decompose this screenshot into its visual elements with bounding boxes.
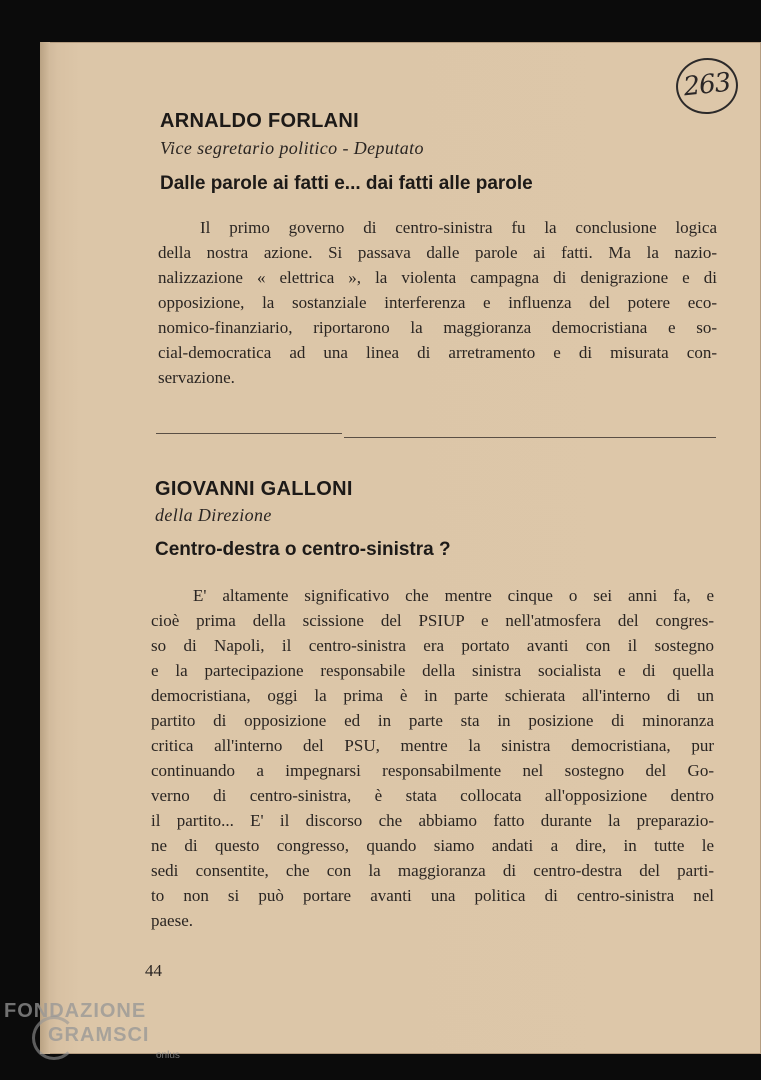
watermark bbox=[4, 999, 149, 1047]
article-body bbox=[158, 215, 717, 390]
text-line: opposizione, la sostanziale interferenza e influenza del potere eco- bbox=[158, 293, 717, 312]
article-body bbox=[151, 583, 714, 933]
text-line: nomico-finanziario, riportarono la maggioranza democristiana e so- bbox=[158, 318, 717, 337]
watermark-line2: GRAMSCI bbox=[48, 1024, 150, 1046]
text-line: so di Napoli, il centro-sinistra era portato avanti con il sostegno bbox=[151, 636, 714, 655]
text-line: il partito... E' il discorso che abbiamo fatto durante la preparazio- bbox=[151, 811, 714, 830]
article-title: Centro-destra o centro-sinistra ? bbox=[155, 539, 451, 560]
text-line: verno di centro-sinistra, è stata collocata all'opposizione dentro bbox=[151, 786, 714, 805]
text-line: paese. bbox=[151, 911, 194, 930]
text-line: to non si può portare avanti una politica di centro-sinistra nel bbox=[151, 886, 714, 905]
text-line: continuando a impegnarsi responsabilmente nel sostegno del Go- bbox=[151, 761, 714, 780]
text-line: e la partecipazione responsabile della sinistra socialista e di quella bbox=[151, 661, 714, 680]
author-name: GIOVANNI GALLONI bbox=[155, 478, 353, 500]
text-line: sedi consentite, che con la maggioranza di centro-destra del parti- bbox=[151, 861, 714, 880]
text-line: critica all'interno del PSU, mentre la sinistra democristiana, pur bbox=[151, 736, 714, 755]
text-line: cial-democratica ad una linea di arretramento e di misurata con- bbox=[158, 343, 717, 362]
author-name: ARNALDO FORLANI bbox=[160, 110, 359, 132]
text-line: nalizzazione « elettrica », la violenta campagna di denigrazione e di bbox=[158, 268, 717, 287]
text-line: democristiana, oggi la prima è in parte schierata all'interno di un bbox=[151, 686, 714, 705]
text-line: servazione. bbox=[158, 368, 235, 387]
text-line: E' altamente significativo che mentre cinque o sei anni fa, e bbox=[193, 586, 714, 605]
watermark-suffix: onlus bbox=[156, 1050, 180, 1061]
section-divider bbox=[156, 433, 342, 434]
page-binding-edge bbox=[40, 42, 50, 1054]
handwritten-archive-number: 263 bbox=[673, 55, 741, 117]
article-title: Dalle parole ai fatti e... dai fatti alle parole bbox=[160, 173, 533, 194]
text-line: cioè prima della scissione del PSIUP e nell'atmosfera del congres- bbox=[151, 611, 714, 630]
text-line: ne di questo congresso, quando siamo andati a dire, in tutte le bbox=[151, 836, 714, 855]
watermark-line1: FONDAZIONE bbox=[4, 1000, 147, 1022]
text-line: Il primo governo di centro-sinistra fu la conclusione logica bbox=[200, 218, 717, 237]
text-line: partito di opposizione ed in parte sta in posizione di minoranza bbox=[151, 711, 714, 730]
page-number: 44 bbox=[145, 961, 162, 980]
author-role: della Direzione bbox=[155, 505, 272, 525]
section-divider bbox=[344, 437, 716, 438]
author-role: Vice segretario politico - Deputato bbox=[160, 138, 424, 158]
text-line: della nostra azione. Si passava dalle parole ai fatti. Ma la nazio- bbox=[158, 243, 717, 262]
